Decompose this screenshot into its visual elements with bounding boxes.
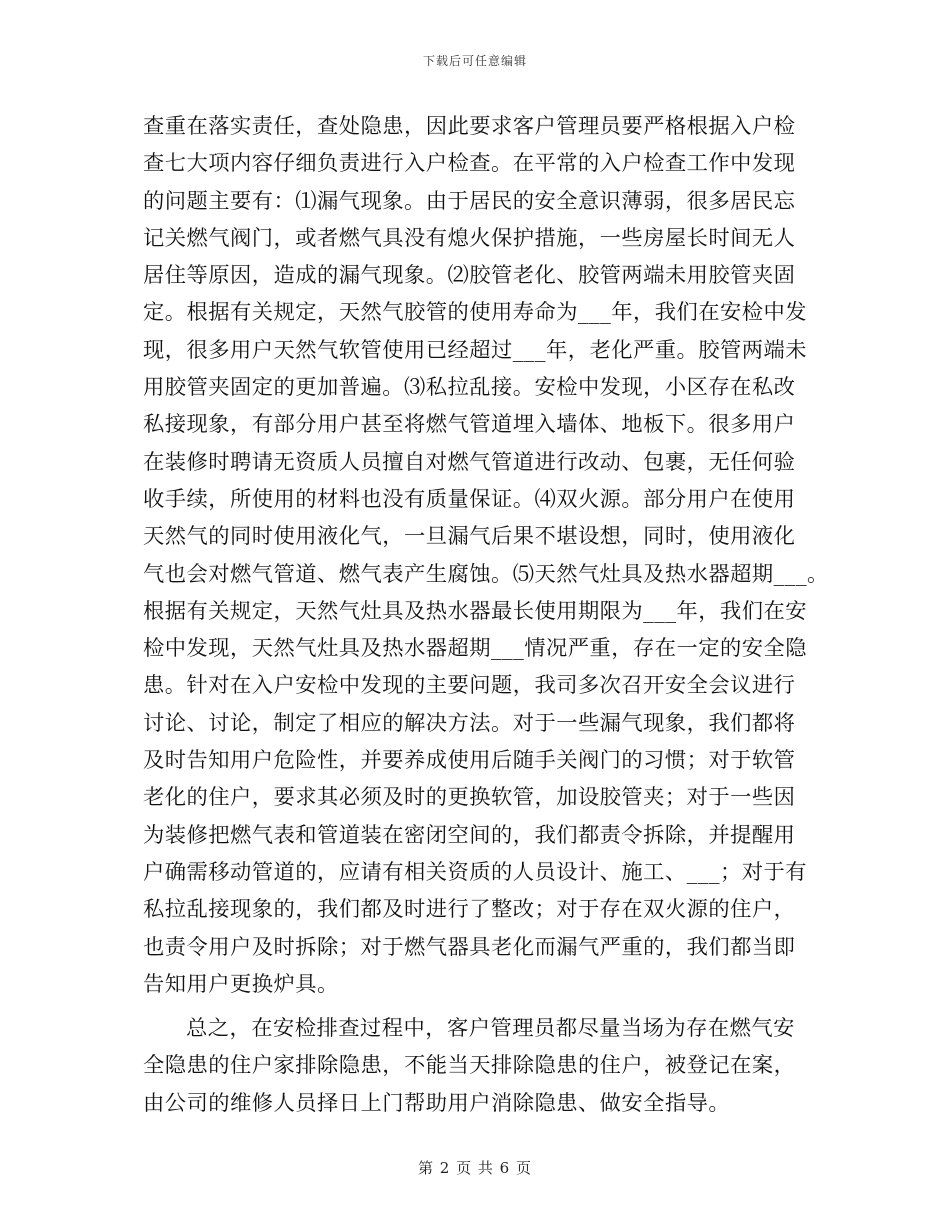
paragraph-gap [143, 1003, 815, 1010]
text-line: 讨论、讨论，制定了相应的解决方法。对于一些漏气现象，我们都将 [143, 710, 796, 736]
text-line: 的问题主要有：⑴漏气现象。由于居民的安全意识薄弱，很多居民忘 [143, 188, 796, 214]
text-line: 老化的住户，要求其必须及时的更换软管，加设胶管夹；对于一些因 [143, 785, 796, 811]
text-line: 根据有关规定，天然气灶具及热水器最长使用期限为___年，我们在安 [143, 598, 807, 624]
text-line: 告知用户更换炉具。 [143, 971, 339, 997]
text-line: 也责令用户及时拆除；对于燃气器具老化而漏气严重的，我们都当即 [143, 934, 796, 960]
text-line: 私拉乱接现象的，我们都及时进行了整改；对于存在双火源的住户， [143, 897, 796, 923]
paragraph-1 [143, 108, 829, 1003]
text-line: 定。根据有关规定，天然气胶管的使用寿命为___年，我们在安检中发 [143, 300, 807, 326]
document-body [143, 108, 829, 1122]
text-line: 天然气的同时使用液化气，一旦漏气后果不堪设想，同时，使用液化 [143, 524, 796, 550]
text-line: 全隐患的住户家排除隐患，不能当天排除隐患的住户，被登记在案， [143, 1053, 796, 1079]
text-line: 及时告知用户危险性，并要养成使用后随手关阀门的习惯；对于软管 [143, 748, 796, 774]
paragraph-2 [143, 1010, 815, 1122]
text-line: 收手续，所使用的材料也没有质量保证。⑷双火源。部分用户在使用 [143, 486, 796, 512]
text-line: 检中发现，天然气灶具及热水器超期___情况严重，存在一定的安全隐 [143, 636, 807, 662]
text-line: 记关燃气阀门，或者燃气具没有熄火保护措施，一些房屋长时间无人 [143, 225, 796, 251]
text-line: 气也会对燃气管道、燃气表产生腐蚀。⑸天然气灶具及热水器超期___。 [143, 561, 829, 587]
text-line: 在装修时聘请无资质人员擅自对燃气管道进行改动、包裹，无任何验 [143, 449, 796, 475]
text-line: 私接现象，有部分用户甚至将燃气管道埋入墙体、地板下。很多用户 [143, 412, 796, 438]
text-line: 现，很多用户天然气软管使用已经超过___年，老化严重。胶管两端未 [143, 337, 807, 363]
text-line: 查重在落实责任，查处隐患，因此要求客户管理员要严格根据入户检 [143, 114, 796, 139]
header-note: 下载后可任意编辑 [422, 54, 527, 68]
text-line: 由公司的维修人员择日上门帮助用户消除隐患、做安全指导。 [143, 1090, 731, 1116]
text-line: 总之，在安检排查过程中，客户管理员都尽量当场为存在燃气安 [186, 1016, 795, 1042]
text-line: 居住等原因，造成的漏气现象。⑵胶管老化、胶管两端未用胶管夹固 [143, 263, 796, 289]
text-line: 患。针对在入户安检中发现的主要问题，我司多次召开安全会议进行 [143, 673, 796, 699]
text-line: 查七大项内容仔细负责进行入户检查。在平常的入户检查工作中发现 [143, 151, 796, 177]
text-line: 用胶管夹固定的更加普遍。⑶私拉乱接。安检中发现，小区存在私改 [143, 375, 796, 401]
page-number: 第 2 页 共 6 页 [418, 1159, 532, 1177]
text-line: 户确需移动管道的，应请有相关资质的人员设计、施工、___；对于有 [143, 859, 807, 885]
text-line: 为装修把燃气表和管道装在密闭空间的，我们都责令拆除，并提醒用 [143, 822, 796, 848]
